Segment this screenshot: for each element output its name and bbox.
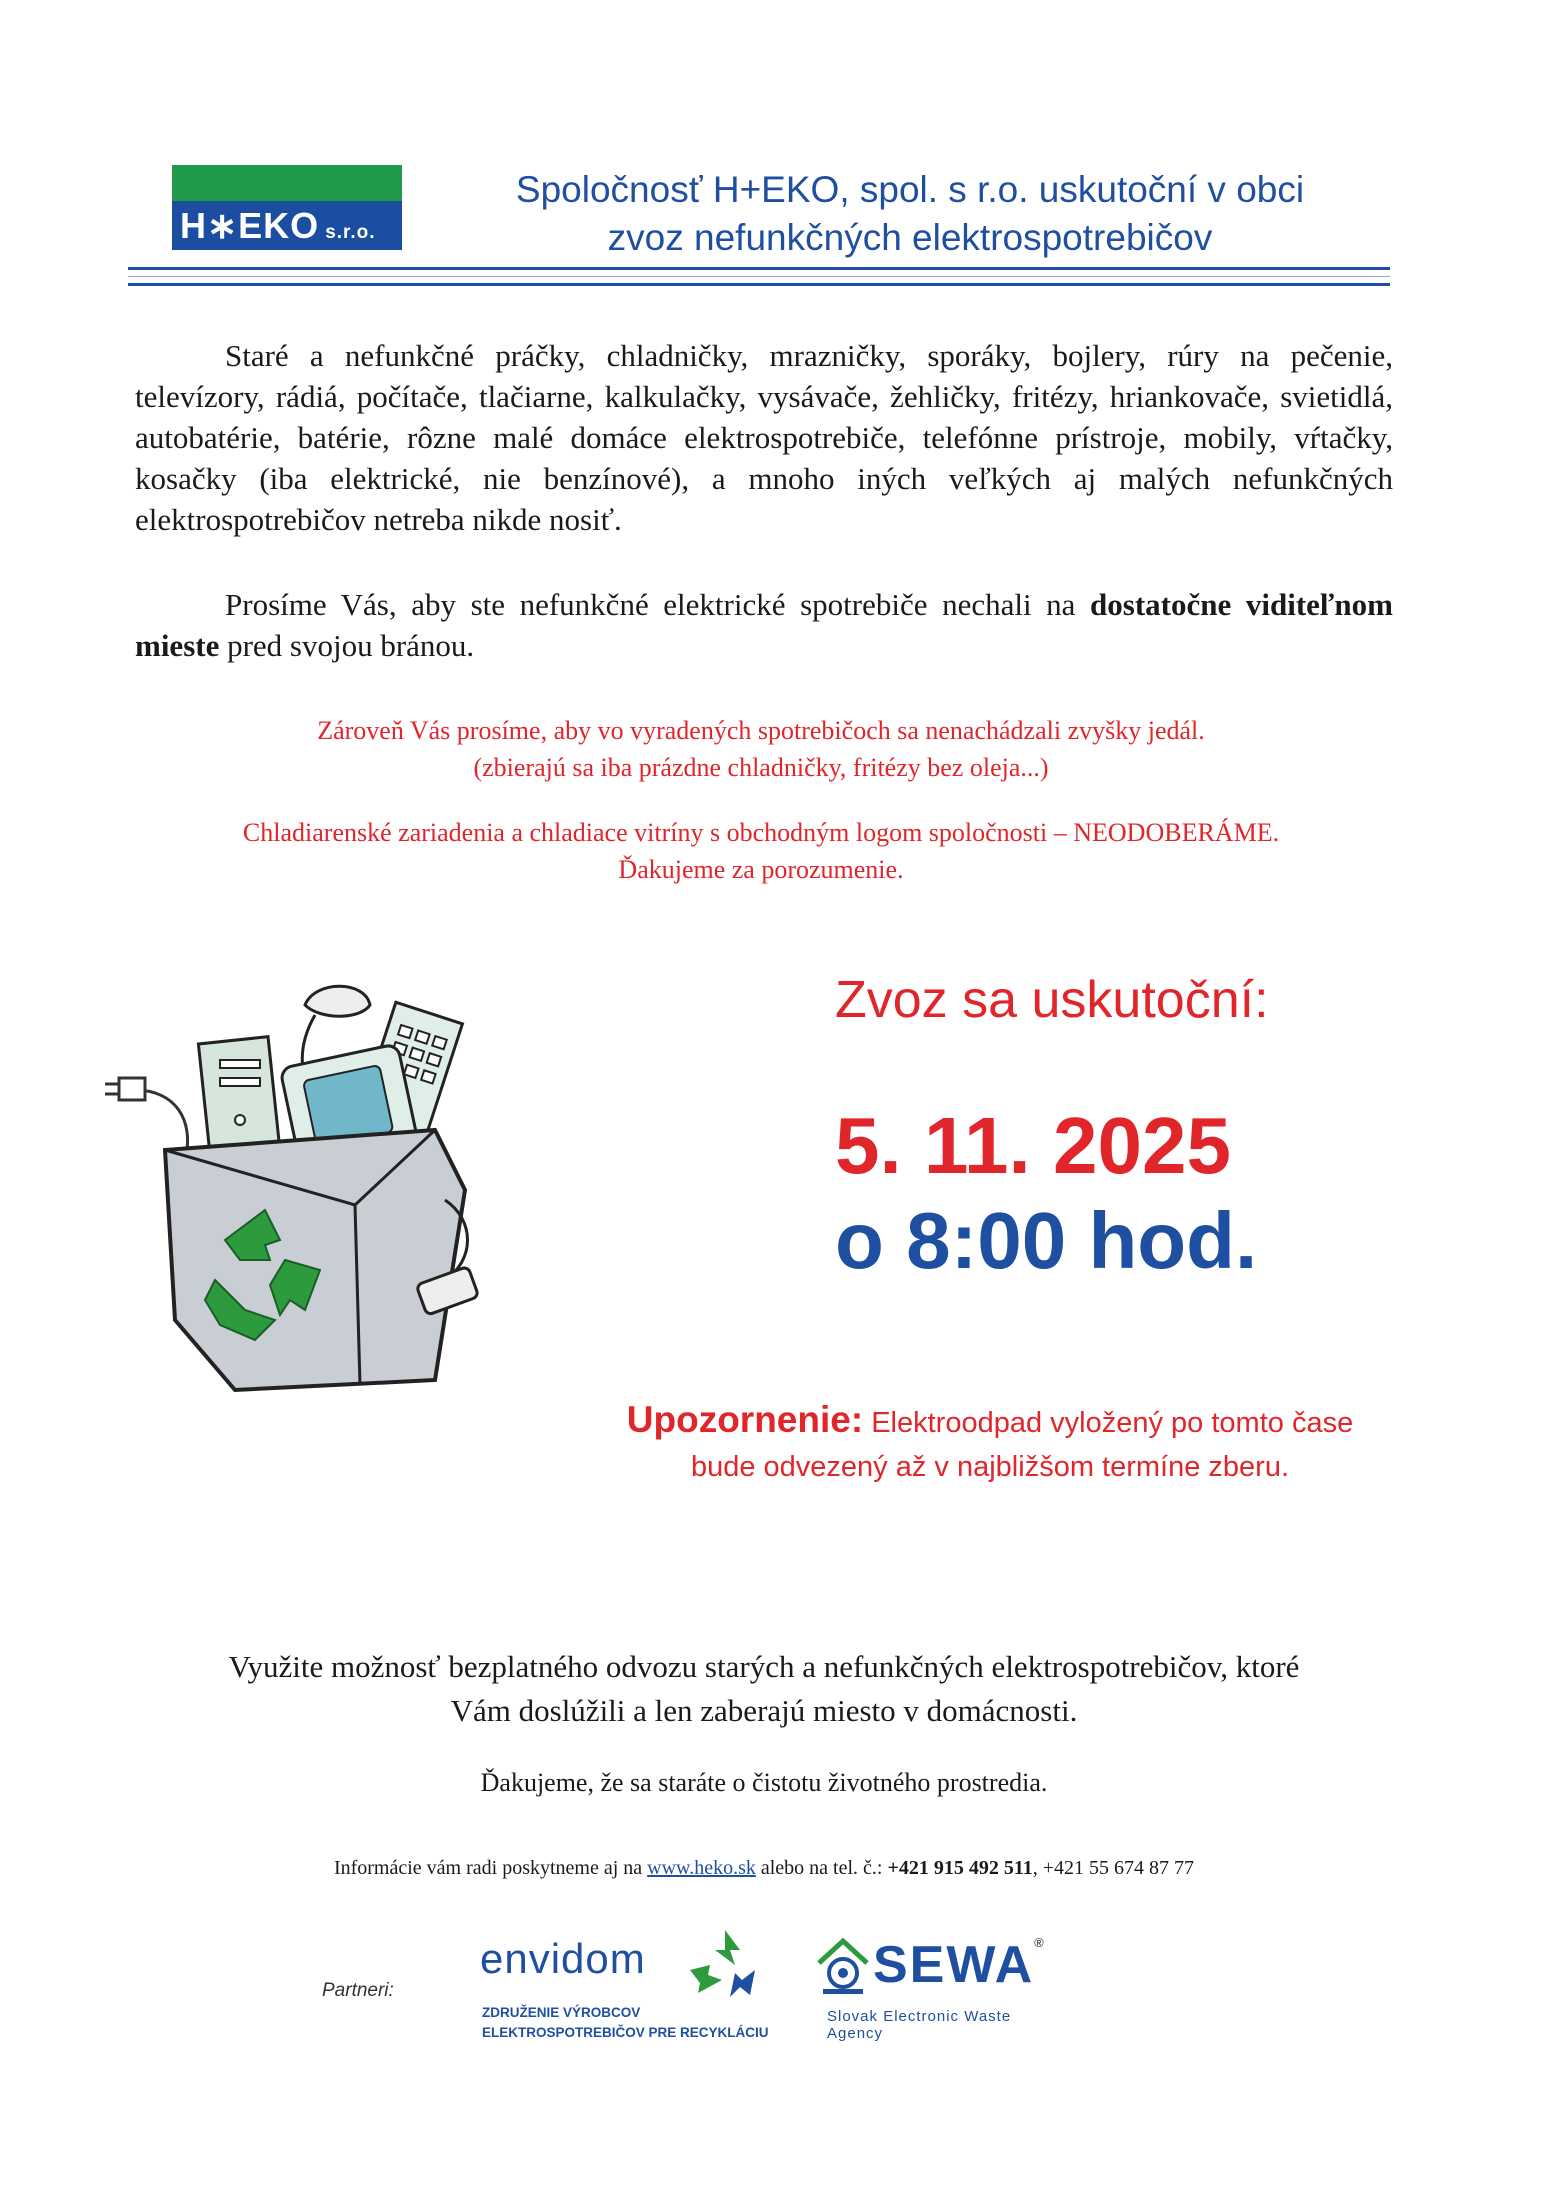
- website-link[interactable]: www.heko.sk: [647, 1857, 756, 1879]
- contact-info: Informácie vám radi poskytneme aj na www.heko.sk alebo na tel. č.: +421 915 492 511, +421 55 674 87 77: [333, 1857, 1195, 1879]
- recycling-bin-illustration: [105, 960, 555, 1410]
- appliance-list-paragraph: Staré a nefunkčné práčky, chladničky, mrazničky, sporáky, bojlery, rúry na pečenie, televízory, rádiá, počítače, tlačiarne, kalkulačky, vysávače, žehličky, fritézy, hriankovače, svietidlá, autobatérie, batérie, rôzne malé domáce elektrospotrebiče, telefónne prístroje, mobily, vŕtačky, kosačky (iba elektrické, nie benzínové), a mnoho iných veľkých aj malých nefunkčných elektrospotrebičov netreba nikde nosiť.: [135, 338, 1393, 537]
- late-disposal-warning: Upozornenie: Elektroodpad vyložený po tomto čase bude odvezený až v najbližšom termíne zberu.: [626, 1399, 1354, 1483]
- sewa-name: SEWA®: [873, 1935, 1046, 1994]
- header-divider-bottom: [128, 283, 1390, 286]
- thanks-line: Ďakujeme, že sa staráte o čistotu životného prostredia.: [480, 1768, 1048, 1797]
- logo-green-band: [172, 165, 402, 201]
- title-line-2: zvoz nefunkčných elektrospotrebičov: [607, 217, 1213, 258]
- page-title: [430, 166, 1390, 262]
- sewa-subtitle: Slovak Electronic Waste Agency: [827, 2008, 1012, 2042]
- collection-date: 5. 11. 2025: [835, 1101, 1231, 1190]
- partners-label: Partneri:: [322, 1980, 394, 2001]
- collection-time: o 8:00 hod.: [835, 1196, 1258, 1285]
- warning-label: Upozornenie:: [626, 1399, 864, 1440]
- refrigeration-notice: Chladiarenské zariadenia a chladiace vitríny s obchodným logom spoločnosti – NEODOBERÁME. Ďakujeme za porozumenie.: [242, 818, 1280, 884]
- phone-landline: +421 55 674 87 77: [1042, 1857, 1195, 1879]
- sewa-logo: [815, 1935, 1065, 2045]
- title-line-1: Spoločnosť H+EKO, spol. s r.o. uskutoční v obci: [515, 169, 1305, 210]
- phone-mobile: +421 915 492 511: [887, 1857, 1033, 1879]
- envidom-recycle-icon: [680, 1925, 770, 2005]
- header-divider: [128, 267, 1390, 270]
- placement-paragraph: Prosíme Vás, aby ste nefunkčné elektrické spotrebiče nechali na dostatočne viditeľnom mieste pred svojou bránou.: [135, 587, 1393, 663]
- collection-label: Zvoz sa uskutoční:: [835, 971, 1269, 1029]
- free-pickup-paragraph: Využite možnosť bezplatného odvozu starých a nefunkčných elektrospotrebičov, ktoré Vám doslúžili a len zaberajú miesto v domácnosti.: [228, 1649, 1300, 1728]
- envidom-subtitle: ZDRUŽENIE VÝROBCOV ELEKTROSPOTREBIČOV PRE RECYKLÁCIU: [482, 2005, 769, 2040]
- placement-emphasis: dostatočne viditeľnom mieste: [135, 587, 1393, 663]
- food-notice: Zároveň Vás prosíme, aby vo vyradených spotrebičoch sa nenachádzali zvyšky jedál. (zbierajú sa iba prázdne chladničky, fritézy bez oleja...): [317, 716, 1205, 782]
- heko-logo: [172, 165, 402, 250]
- envidom-logo: envidom ZDRUŽENIE VÝROBCOV ELEKTROSPOTREBIČOV PRE RECYKLÁCIU: [480, 1925, 780, 2055]
- header-divider-thin: [128, 276, 1390, 277]
- logo-text: H∗EKO s.r.o.: [180, 205, 376, 246]
- sewa-house-icon: [815, 1937, 871, 1997]
